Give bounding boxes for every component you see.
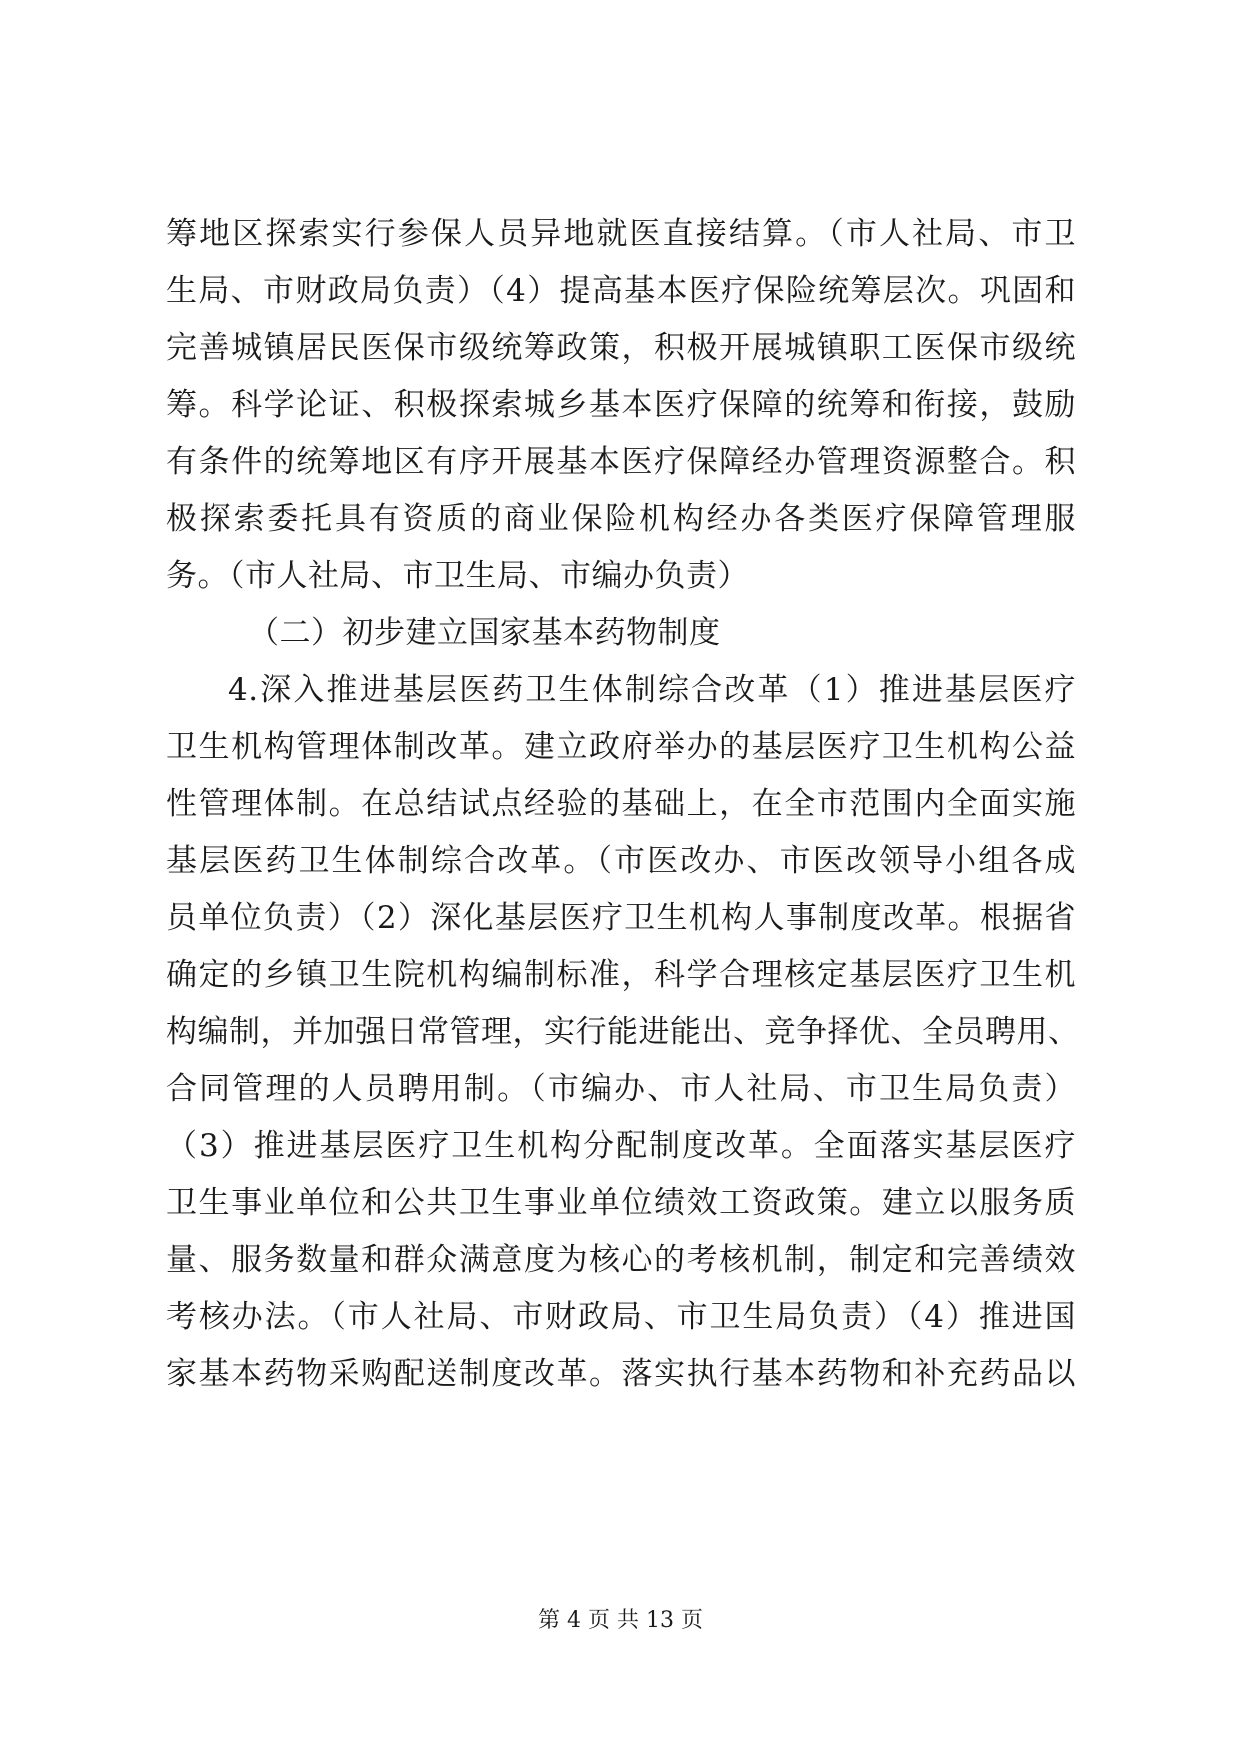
- text-line: 卫生事业单位和公共卫生事业单位绩效工资政策。建立以服务质: [166, 1185, 1076, 1221]
- text-line: 员单位负责）（2）深化基层医疗卫生机构人事制度改革。根据省: [166, 900, 1076, 936]
- text-line: 基层医药卫生体制综合改革。（市医改办、市医改领导小组各成: [166, 843, 1076, 879]
- text-line: 极探索委托具有资质的商业保险机构经办各类医疗保障管理服: [166, 501, 1076, 537]
- text-line: 筹。科学论证、积极探索城乡基本医疗保障的统筹和衔接，鼓励: [166, 387, 1076, 423]
- text-line: 有条件的统筹地区有序开展基本医疗保障经办管理资源整合。积: [166, 444, 1076, 480]
- text-line: 卫生机构管理体制改革。建立政府举办的基层医疗卫生机构公益: [166, 729, 1076, 765]
- page-number-footer: 第 4 页 共 13 页: [538, 1608, 703, 1633]
- text-line: 确定的乡镇卫生院机构编制标准，科学合理核定基层医疗卫生机: [166, 957, 1076, 993]
- text-line: 生局、市财政局负责）（4）提高基本医疗保险统筹层次。巩固和: [166, 273, 1076, 309]
- text-line: 量、服务数量和群众满意度为核心的考核机制，制定和完善绩效: [166, 1242, 1076, 1278]
- paragraph-first-line: 4.深入推进基层医药卫生体制综合改革（1）推进基层医疗: [228, 672, 1076, 708]
- text-line: 性管理体制。在总结试点经验的基础上，在全市范围内全面实施: [166, 786, 1076, 822]
- text-line: 完善城镇居民医保市级统筹政策，积极开展城镇职工医保市级统: [166, 330, 1076, 366]
- text-line: 合同管理的人员聘用制。（市编办、市人社局、市卫生局负责）: [166, 1071, 1076, 1107]
- text-line: 构编制，并加强日常管理，实行能进能出、竞争择优、全员聘用、: [166, 1014, 1080, 1050]
- text-line: 务。（市人社局、市卫生局、市编办负责）: [166, 558, 749, 594]
- text-line: 家基本药物采购配送制度改革。落实执行基本药物和补充药品以: [166, 1356, 1076, 1392]
- text-line: 考核办法。（市人社局、市财政局、市卫生局负责）（4）推进国: [166, 1299, 1076, 1335]
- text-line: （3）推进基层医疗卫生机构分配制度改革。全面落实基层医疗: [166, 1128, 1076, 1164]
- text-line: 筹地区探索实行参保人员异地就医直接结算。（市人社局、市卫: [166, 216, 1076, 252]
- section-heading: （二）初步建立国家基本药物制度: [248, 615, 721, 651]
